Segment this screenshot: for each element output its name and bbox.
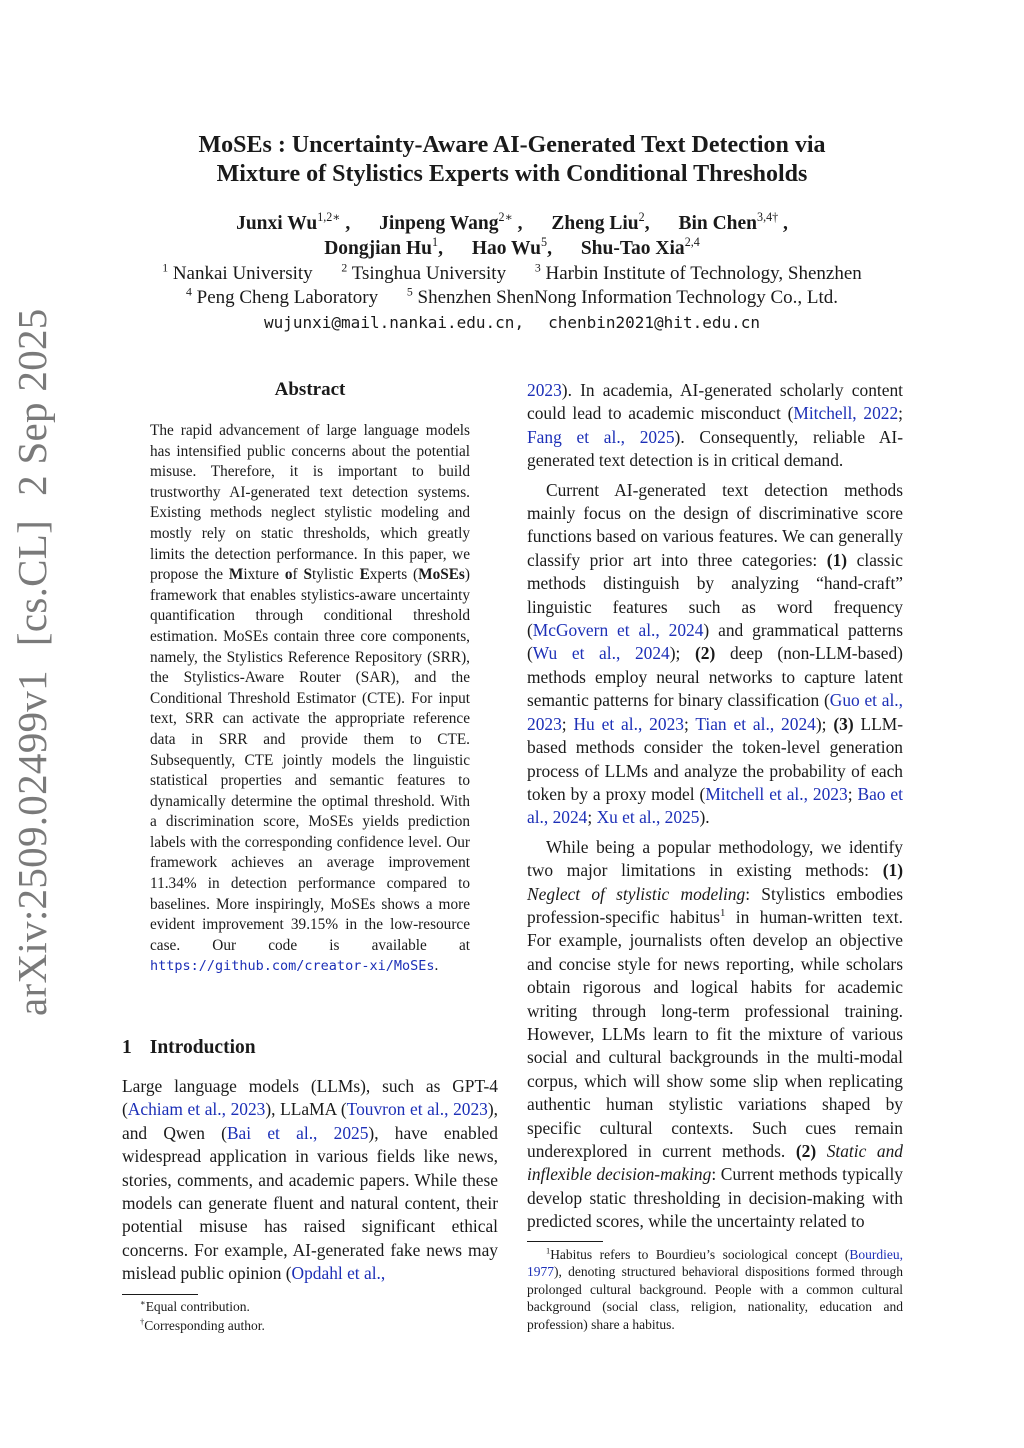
author: Dongjian Hu$^1$, xyxy=(324,235,443,259)
affiliations-line-1 xyxy=(100,262,924,286)
citation-link[interactable]: Opdahl et al., xyxy=(291,1263,386,1284)
citation-link[interactable]: Achiam et al., 2023 xyxy=(127,1099,266,1120)
arxiv-category: [cs.CL] xyxy=(9,519,55,647)
section-heading: 1 Introduction xyxy=(122,1037,256,1058)
paragraph: Current AI-generated text detection methods mainly focus on the design of discriminative score functions based on various features. We can generally classify prior art into three categories: (1) classic methods distinguish by analyzing “hand-craft” linguistic features such as word frequency (McGovern et al., 2024) and grammatical patterns (Wu et al., 2024); (2) deep (non-LLM-based) methods employ neural networks to capture latent semantic patterns for binary classification (Guo et al., 2023; Hu et al., 2023; Tian et al., 2024); (3) LLM-based methods consider the token-level generation process of LLMs and analyze the probability of each token by a proxy model (Mitchell et al., 2023; Bao et al., 2024; Xu et al., 2025). xyxy=(527,479,903,828)
citation-link[interactable]: Bao et al., 2024 xyxy=(527,783,903,828)
author: Zheng Liu$^2$, xyxy=(551,210,650,234)
author: Bin Chen$^{3,4\dagger}$ , xyxy=(678,210,788,234)
author: Hao Wu$^5$, xyxy=(471,235,552,259)
arxiv-id: arXiv:2509.02499v1 xyxy=(9,670,55,1016)
citation-link[interactable]: Bourdieu, 1977 xyxy=(527,1247,903,1280)
email: chenbin2021@hit.edu.cn xyxy=(548,313,760,332)
title-line-1: MoSEs : Uncertainty-Aware AI-Generated Text Detection via xyxy=(198,132,826,158)
citation-link[interactable]: Fang et al., 2025 xyxy=(527,426,675,447)
abstract-heading: Abstract xyxy=(274,379,346,400)
author: Jinpeng Wang$^{2∗}$ , xyxy=(379,210,523,234)
author: Shu-Tao Xia$^{2,4}$ xyxy=(580,235,700,259)
author: Junxi $Wu^{1,2∗}$ , xyxy=(236,210,351,234)
citation-link[interactable]: Mitchell et al., 2023 xyxy=(705,783,848,804)
right-column xyxy=(527,379,903,1240)
intro-left-paragraph: Large language models (LLMs), such as GPT-4 (Achiam et al., 2023), LLaMA (Touvron et al., 2023), and Qwen (Bai et al., 2025), have enabled widespread application in various fields like news, stories, comments, and academic papers. While these models can generate fluent and natural content, their potential misuse has raised significant ethical concerns. For example, AI-generated fake news may mislead public opinion (Opdahl et al., xyxy=(122,1076,499,1284)
citation-link[interactable]: McGovern et al., 2024 xyxy=(532,620,704,641)
arxiv-date: 2 Sep 2025 xyxy=(9,308,55,496)
footnote: ∗Equal contribution. xyxy=(140,1298,250,1314)
affiliation: $^4$ Peng Cheng Laboratory xyxy=(185,285,379,308)
paper-title xyxy=(150,131,874,189)
author-emails xyxy=(100,312,924,334)
abstract-body: The rapid advancement of large language models has intensified public concerns about the potential misuse. Therefore, it is important to build trustworthy AI-generated text detection systems. Existing methods neglect stylistic modeling and mostly rely on static thresholds, which greatly limits the detection performance. In this paper, we propose the Mixture of Stylistic Experts (MoSEs) framework that enables stylistics-aware uncertainty quantification through conditional threshold estimation. MoSEs contain three core components, namely, the Stylistics Reference Repository (SRR), the Stylistics-Aware Router (SAR), and the Conditional Threshold Estimator (CTE). For input text, SRR can activate the appropriate reference data in SRR and provide them to CTE. Subsequently, CTE jointly models the linguistic statistical properties and semantic features to dynamically determine the optimal threshold. With a discrimination score, MoSEs yields prediction labels with the corresponding confidence level. Our framework achieves an average improvement 11.34% in detection performance compared to baselines. More inspiringly, MoSEs shows a more evident improvement 39.15% in the low-resource case. Our code is available at https://github.com/creator-xi/MoSEs. xyxy=(150,422,470,975)
footnote: †Corresponding author. xyxy=(140,1317,265,1333)
footnote-rule xyxy=(122,1294,198,1295)
affiliations-line-2 xyxy=(100,286,924,310)
citation-link[interactable]: Tian et al., 2024 xyxy=(695,713,816,734)
citation-link[interactable]: Xu et al., 2025 xyxy=(596,807,700,828)
paragraph: While being a popular methodology, we identify two major limitations in existing methods: (1) Neglect of stylistic modeling: Stylistics embodies profession-specific habitus$^1$ in human-written text. For example, journalists often develop an objective and concise style for news reporting, while scholars obtain rigorous and logical habits for academic writing through long-term professional training. However, LLMs learn to fit the mixture of various social and cultural backgrounds in the multi-modal corpus, which will show some slip when replicating authentic human stylistic variations shaped by specific cultural contexts. Such cues remain underexplored in current methods. (2) Static and inflexible decision-making: Current methods typically develop static thresholding in decision-making with predicted scores, while the uncertainty related to xyxy=(527,836,904,1232)
citation-link[interactable]: Guo et al., 2023 xyxy=(527,690,903,734)
affiliation: $^3$ Harbin Institute of Technology, Shenzhen xyxy=(534,261,862,284)
citation-link[interactable]: Touvron et al., 2023 xyxy=(346,1099,488,1120)
citation-link[interactable]: 2023 xyxy=(527,380,562,400)
author-list xyxy=(120,211,904,261)
citation-link[interactable]: Wu et al., 2024 xyxy=(532,643,670,664)
code-link[interactable]: https://github.com/creator-xi/MoSEs xyxy=(150,958,435,975)
footnote-marker[interactable]: 1 xyxy=(719,906,726,919)
title-line-2: Mixture of Stylistics Experts with Conditional Thresholds xyxy=(216,161,808,187)
footnotes-left xyxy=(140,1297,265,1335)
citation-link[interactable]: Mitchell, 2022 xyxy=(793,403,899,424)
paragraph: 2023). In academia, AI-generated scholarly content could lead to academic misconduct (Mitchell, 2022; Fang et al., 2025). Consequently, reliable AI-generated text detection is in critical demand. xyxy=(527,380,904,471)
footnote-habitus: $^1$Habitus refers to Bourdieu’s sociological concept (Bourdieu, 1977), denoting structured behavioral dispositions formed through prolonged cultural background. People with a common cultural background (social class, religion, nationality, education and profession) share a habitus. xyxy=(527,1246,903,1332)
affiliation: $^2$ Tsinghua University xyxy=(341,261,507,284)
citation-link[interactable]: Bai et al., 2025 xyxy=(226,1122,369,1143)
citation-link[interactable]: Hu et al., 2023 xyxy=(573,713,684,734)
affiliation: $^1$ Nankai University xyxy=(162,261,313,284)
footnote-rule xyxy=(527,1241,603,1242)
affiliation: $^5$ Shenzhen ShenNong Information Technology Co., Ltd. xyxy=(406,285,839,308)
email: wujunxi@mail.nankai.edu.cn, xyxy=(263,313,525,332)
